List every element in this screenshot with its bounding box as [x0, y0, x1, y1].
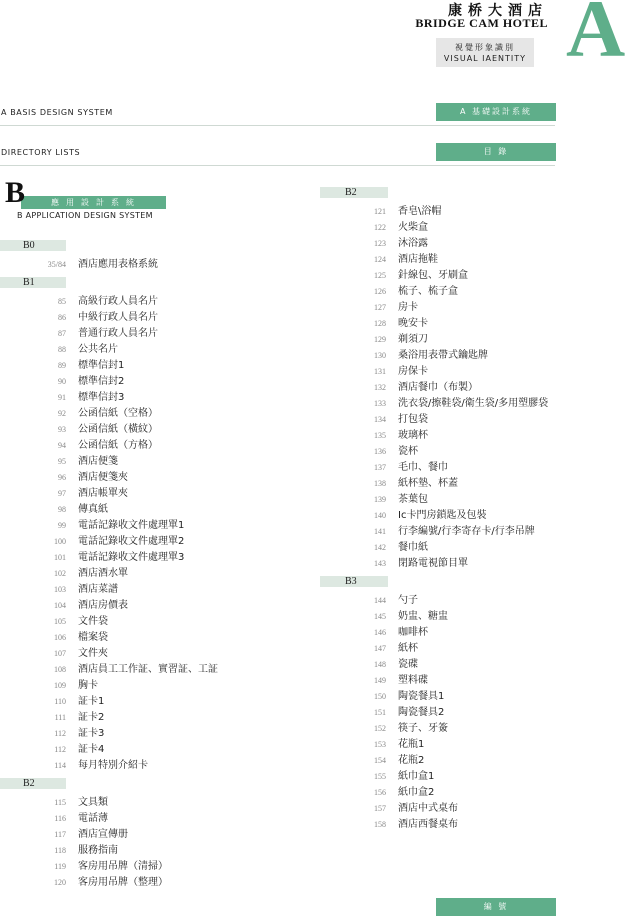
- list-item[interactable]: [0, 859, 200, 875]
- list-item[interactable]: [320, 556, 580, 572]
- group-header: B2: [0, 778, 66, 789]
- page-number: 117: [54, 830, 66, 839]
- page-number: 148: [374, 660, 386, 669]
- list-item[interactable]: [0, 598, 200, 614]
- page-number: 158: [374, 820, 386, 829]
- list-item[interactable]: [320, 801, 580, 817]
- left-directory-list: [0, 240, 218, 895]
- list-item[interactable]: [320, 689, 580, 705]
- list-item[interactable]: [0, 518, 200, 534]
- list-item[interactable]: [320, 540, 580, 556]
- list-item[interactable]: [0, 550, 200, 566]
- page-number: 150: [374, 692, 386, 701]
- item-title: 客房用吊牌（整理）: [78, 877, 168, 888]
- page-number: 111: [54, 713, 66, 722]
- item-title: 紙杯墊、杯蓋: [398, 478, 458, 489]
- page-number: 154: [374, 756, 386, 765]
- page-number: 134: [374, 415, 386, 424]
- item-title: 酒店便箋夾: [78, 472, 128, 483]
- list-item[interactable]: [320, 204, 580, 220]
- list-item[interactable]: [0, 710, 200, 726]
- list-item[interactable]: [320, 428, 580, 444]
- item-title: 勺子: [398, 595, 418, 606]
- item-title: 酒店房價表: [78, 600, 128, 611]
- item-title: 証卡3: [78, 728, 105, 739]
- page-number: 99: [58, 521, 66, 530]
- item-title: 塑料碟: [398, 675, 428, 686]
- list-item[interactable]: [0, 843, 200, 859]
- page-number: 139: [374, 495, 386, 504]
- list-item[interactable]: [0, 294, 200, 310]
- page-number: 86: [58, 313, 66, 322]
- list-item[interactable]: [320, 705, 580, 721]
- page-number: 155: [374, 772, 386, 781]
- list-item[interactable]: [0, 694, 200, 710]
- page-number: 103: [54, 585, 66, 594]
- item-title: 酒店酒水單: [78, 568, 128, 579]
- item-title: 洗衣袋/擦鞋袋/衛生袋/多用塑膠袋: [398, 398, 549, 409]
- page-number: 126: [374, 287, 386, 296]
- page-number: 108: [54, 665, 66, 674]
- footer-tab: 編 號: [436, 898, 556, 916]
- list-item[interactable]: [0, 646, 200, 662]
- item-title: 紙杯: [398, 643, 418, 654]
- item-title: 公函信紙（方格）: [78, 440, 158, 451]
- list-item[interactable]: [0, 257, 200, 273]
- list-item[interactable]: [0, 630, 200, 646]
- item-title: 火柴盒: [398, 222, 428, 233]
- item-title: 閉路電視節目單: [398, 558, 468, 569]
- item-title: 打包袋: [398, 414, 428, 425]
- item-title: 傳真紙: [78, 504, 108, 515]
- list-item[interactable]: [320, 316, 580, 332]
- list-item[interactable]: [0, 875, 200, 891]
- directory-label: DIRECTORY LISTS: [1, 148, 81, 157]
- item-title: 瓷杯: [398, 446, 418, 457]
- item-title: 胸卡: [78, 680, 98, 691]
- list-item[interactable]: [320, 332, 580, 348]
- list-item[interactable]: [320, 220, 580, 236]
- item-title: 梳子、梳子盒: [398, 286, 458, 297]
- directory-divider: [0, 165, 555, 166]
- list-item[interactable]: [0, 390, 200, 406]
- page-number: 135: [374, 431, 386, 440]
- page-number: 104: [54, 601, 66, 610]
- item-title: 酒店宣傳册: [78, 829, 128, 840]
- item-title: 中級行政人員名片: [78, 312, 158, 323]
- list-item[interactable]: [320, 657, 580, 673]
- item-title: 電話記錄收文件處理單1: [78, 520, 185, 531]
- page-number: 130: [374, 351, 386, 360]
- basis-label: A BASIS DESIGN SYSTEM: [1, 108, 113, 117]
- logo-letter: A: [566, 0, 625, 74]
- list-item[interactable]: [320, 268, 580, 284]
- list-item[interactable]: [0, 406, 200, 422]
- page-number: 88: [58, 345, 66, 354]
- item-title: 証卡4: [78, 744, 105, 755]
- page-number: 147: [374, 644, 386, 653]
- item-title: 酒店菜譜: [78, 584, 118, 595]
- list-item[interactable]: [0, 566, 200, 582]
- item-title: 房保卡: [398, 366, 428, 377]
- page-number: 107: [54, 649, 66, 658]
- list-item[interactable]: [320, 673, 580, 689]
- item-title: Ic卡門房鎖匙及包裝: [398, 510, 487, 521]
- page-number: 116: [54, 814, 66, 823]
- page-number: 94: [58, 441, 66, 450]
- item-title: 証卡1: [78, 696, 105, 707]
- list-item[interactable]: [320, 380, 580, 396]
- page-number: 110: [54, 697, 66, 706]
- page-number: 87: [58, 329, 66, 338]
- item-title: 香皂\浴帽: [398, 206, 442, 217]
- item-title: 玻璃杯: [398, 430, 428, 441]
- page-number: 95: [58, 457, 66, 466]
- list-item[interactable]: [0, 486, 200, 502]
- item-title: 紙巾盒1: [398, 771, 435, 782]
- page-number: 156: [374, 788, 386, 797]
- application-subtitle: B APPLICATION DESIGN SYSTEM: [17, 211, 153, 220]
- page-number: 102: [54, 569, 66, 578]
- item-title: 標準信封2: [78, 376, 125, 387]
- item-title: 檔案袋: [78, 632, 108, 643]
- page-number: 136: [374, 447, 386, 456]
- list-item[interactable]: [320, 753, 580, 769]
- list-item[interactable]: [320, 641, 580, 657]
- page-number: 35/84: [47, 260, 66, 269]
- page-number: 119: [54, 862, 66, 871]
- brand-name-en: BRIDGE CAM HOTEL: [415, 16, 548, 30]
- item-title: 高級行政人員名片: [78, 296, 158, 307]
- item-title: 晚安卡: [398, 318, 428, 329]
- page-number: 137: [374, 463, 386, 472]
- page-number: 140: [374, 511, 386, 520]
- item-title: 剃須刀: [398, 334, 428, 345]
- basis-tab[interactable]: A 基礎設計系統: [436, 103, 556, 121]
- item-title: 陶瓷餐具1: [398, 691, 445, 702]
- item-title: 普通行政人員名片: [78, 328, 158, 339]
- list-item[interactable]: [0, 758, 200, 774]
- list-item[interactable]: [320, 492, 580, 508]
- list-item[interactable]: [320, 721, 580, 737]
- list-item[interactable]: [320, 364, 580, 380]
- list-item[interactable]: [0, 678, 200, 694]
- page-number: 123: [374, 239, 386, 248]
- list-item[interactable]: [0, 811, 200, 827]
- list-item[interactable]: [320, 396, 580, 412]
- list-item[interactable]: [320, 817, 580, 833]
- page-number: 145: [374, 612, 386, 621]
- item-title: 酒店帳單夾: [78, 488, 128, 499]
- page-number: 112: [54, 729, 66, 738]
- list-item[interactable]: [0, 438, 200, 454]
- list-item[interactable]: [0, 662, 218, 678]
- item-title: 酒店中式桌布: [398, 803, 458, 814]
- list-item[interactable]: [320, 236, 580, 252]
- page-number: 153: [374, 740, 386, 749]
- list-item[interactable]: [0, 795, 200, 811]
- item-title: 花瓶2: [398, 755, 425, 766]
- page-number: 151: [374, 708, 386, 717]
- list-item[interactable]: [0, 326, 200, 342]
- list-item[interactable]: [320, 593, 580, 609]
- item-title: 酒店拖鞋: [398, 254, 438, 265]
- item-title: 酒店員工工作証、實習証、工証: [78, 664, 218, 675]
- list-item[interactable]: [0, 342, 200, 358]
- list-item[interactable]: [320, 300, 580, 316]
- page-number: 100: [54, 537, 66, 546]
- item-title: 電話記錄收文件處理單3: [78, 552, 185, 563]
- list-item[interactable]: [0, 742, 200, 758]
- item-title: 奶盅、糖盅: [398, 611, 448, 622]
- list-item[interactable]: [320, 609, 580, 625]
- page-number: 118: [54, 846, 66, 855]
- page-number: 149: [374, 676, 386, 685]
- item-title: 花瓶1: [398, 739, 425, 750]
- page-number: 144: [374, 596, 386, 605]
- list-item[interactable]: [320, 737, 580, 753]
- list-item[interactable]: [320, 412, 580, 428]
- item-title: 公共名片: [78, 344, 118, 355]
- page-number: 96: [58, 473, 66, 482]
- page-number: 146: [374, 628, 386, 637]
- page-number: 109: [54, 681, 66, 690]
- list-item[interactable]: [0, 502, 200, 518]
- item-title: 酒店餐巾（布製）: [398, 382, 478, 393]
- item-title: 標準信封3: [78, 392, 125, 403]
- page-number: 106: [54, 633, 66, 642]
- item-title: 毛巾、餐巾: [398, 462, 448, 473]
- item-title: 文件夾: [78, 648, 108, 659]
- item-title: 電話記錄收文件處理單2: [78, 536, 185, 547]
- page-number: 129: [374, 335, 386, 344]
- page-number: 105: [54, 617, 66, 626]
- page-number: 120: [54, 878, 66, 887]
- page-number: 89: [58, 361, 66, 370]
- page-number: 91: [58, 393, 66, 402]
- page-number: 131: [374, 367, 386, 376]
- page-number: 124: [374, 255, 386, 264]
- list-item[interactable]: [320, 284, 580, 300]
- list-item[interactable]: [0, 534, 200, 550]
- item-title: 服務指南: [78, 845, 118, 856]
- list-item[interactable]: [320, 348, 580, 364]
- page-number: 121: [374, 207, 386, 216]
- item-title: 筷子、牙簽: [398, 723, 448, 734]
- item-title: 文具類: [78, 797, 108, 808]
- page-number: 142: [374, 543, 386, 552]
- right-directory-list: [320, 187, 580, 837]
- item-title: 每月特別介紹卡: [78, 760, 148, 771]
- list-item[interactable]: [0, 827, 200, 843]
- list-item[interactable]: [0, 310, 200, 326]
- page-number: 132: [374, 383, 386, 392]
- item-title: 陶瓷餐具2: [398, 707, 445, 718]
- list-item[interactable]: [0, 358, 200, 374]
- page-number: 152: [374, 724, 386, 733]
- item-title: 電話薄: [78, 813, 108, 824]
- item-title: 客房用吊牌（清掃）: [78, 861, 168, 872]
- item-title: 瓷碟: [398, 659, 418, 670]
- page-number: 133: [374, 399, 386, 408]
- page-number: 114: [54, 761, 66, 770]
- list-item[interactable]: [320, 476, 580, 492]
- item-title: 標準信封1: [78, 360, 125, 371]
- list-item[interactable]: [0, 726, 200, 742]
- brand-name-cn: 康桥大酒店: [448, 3, 548, 19]
- item-title: 餐巾紙: [398, 542, 428, 553]
- group-header: B3: [320, 576, 388, 587]
- page-number: 90: [58, 377, 66, 386]
- page-number: 138: [374, 479, 386, 488]
- item-title: 証卡2: [78, 712, 105, 723]
- list-item[interactable]: [0, 582, 200, 598]
- list-item[interactable]: [320, 508, 580, 524]
- directory-tab[interactable]: 目 錄: [436, 143, 556, 161]
- application-title-bar: 應用設計系統: [21, 196, 166, 209]
- item-title: 沐浴露: [398, 238, 428, 249]
- list-item[interactable]: [0, 614, 200, 630]
- item-title: 酒店應用表格系統: [78, 259, 158, 270]
- page-number: 125: [374, 271, 386, 280]
- list-item[interactable]: [0, 374, 200, 390]
- page-number: 128: [374, 319, 386, 328]
- item-title: 紙巾盒2: [398, 787, 435, 798]
- page-number: 127: [374, 303, 386, 312]
- basis-divider: [0, 125, 555, 126]
- list-item[interactable]: [320, 460, 580, 476]
- list-item[interactable]: [0, 470, 200, 486]
- page-number: 143: [374, 559, 386, 568]
- list-item[interactable]: [320, 444, 580, 460]
- visual-identity-cn: 視覺形象識別: [455, 43, 515, 52]
- item-title: 房卡: [398, 302, 418, 313]
- list-item[interactable]: [320, 524, 580, 540]
- page-number: 98: [58, 505, 66, 514]
- list-item[interactable]: [320, 625, 580, 641]
- page-number: 97: [58, 489, 66, 498]
- item-title: 茶葉包: [398, 494, 428, 505]
- page-number: 92: [58, 409, 66, 418]
- page-number: 141: [374, 527, 386, 536]
- page-number: 112: [54, 745, 66, 754]
- item-title: 酒店西餐桌布: [398, 819, 458, 830]
- list-item[interactable]: [320, 769, 580, 785]
- item-title: 針線包、牙刷盒: [398, 270, 468, 281]
- page-number: 122: [374, 223, 386, 232]
- group-header: B2: [320, 187, 388, 198]
- group-header: B1: [0, 277, 66, 288]
- page-number: 157: [374, 804, 386, 813]
- item-title: 公函信紙（橫紋）: [78, 424, 158, 435]
- application-letter: B: [5, 176, 26, 209]
- group-header: B0: [0, 240, 66, 251]
- list-item[interactable]: [320, 252, 580, 268]
- item-title: 咖啡杯: [398, 627, 428, 638]
- item-title: 桑浴用表帶式鑰匙牌: [398, 350, 488, 361]
- list-item[interactable]: [320, 785, 580, 801]
- page-number: 85: [58, 297, 66, 306]
- item-title: 文件袋: [78, 616, 108, 627]
- page-number: 115: [54, 798, 66, 807]
- list-item[interactable]: [0, 422, 200, 438]
- visual-identity-en: VISUAL IAENTITY: [443, 54, 527, 63]
- item-title: 公函信紙（空格）: [78, 408, 158, 419]
- item-title: 酒店便箋: [78, 456, 118, 467]
- page-number: 101: [54, 553, 66, 562]
- item-title: 行李編號/行李寄存卡/行李吊牌: [398, 526, 535, 537]
- list-item[interactable]: [0, 454, 200, 470]
- page-number: 93: [58, 425, 66, 434]
